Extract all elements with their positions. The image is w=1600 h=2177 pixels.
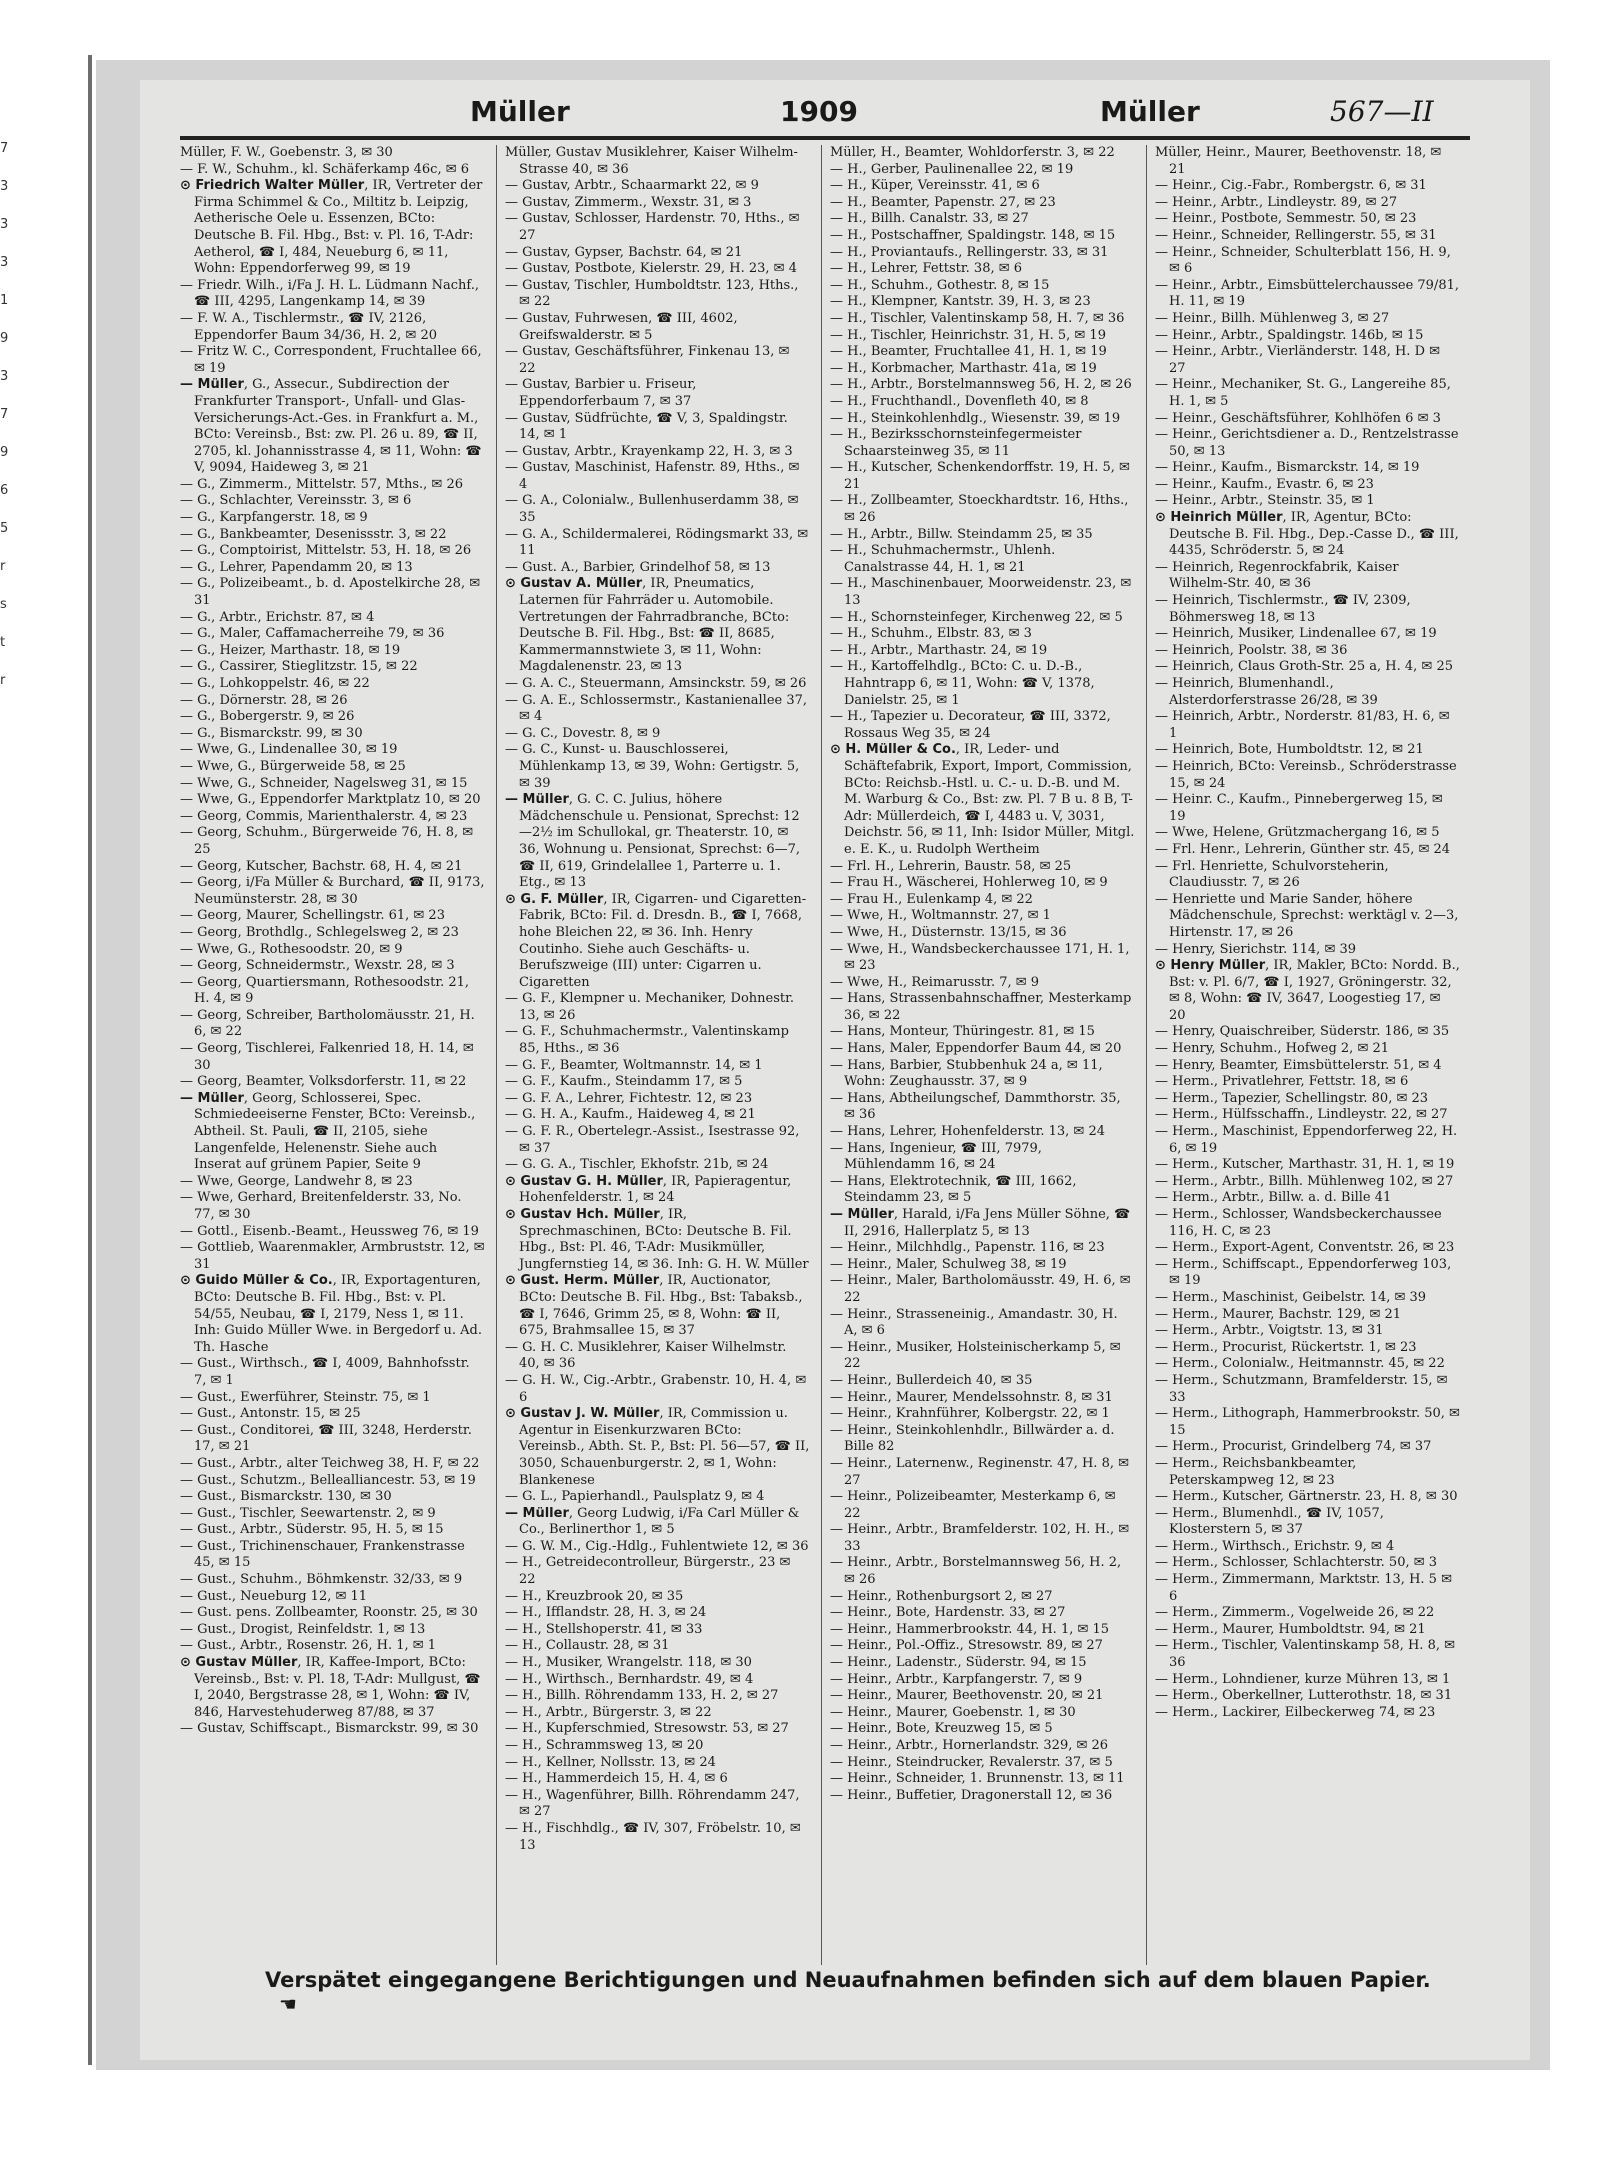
directory-entry: — H., Küper, Vereinsstr. 41, ✉ 6 (830, 178, 1040, 194)
pointing-hand-icon: ☚ (279, 1992, 297, 2016)
directory-entry: — Heinr., Schneider, Schulterblatt 156, H. 9, ✉ 6 (1155, 244, 1451, 277)
edge-mark: s (0, 597, 7, 612)
directory-entry: — Herm., Lohndiener, kurze Mühren 13, ✉ 1 (1155, 1671, 1451, 1687)
directory-entry: — Herm., Kutscher, Gärtnerstr. 23, H. 8, ✉ 30 (1155, 1489, 1458, 1505)
directory-entry: — G. A. C., Steuermann, Amsinckstr. 59, ✉ 26 (505, 676, 807, 691)
directory-entry: — Hans, Monteur, Thüringestr. 81, ✉ 15 (830, 1024, 1095, 1040)
directory-entry: — Georg, Quartiersmann, Rothesoodstr. 21, H. 4, ✉ 9 (180, 974, 470, 1007)
directory-entry: — H., Klempner, Kantstr. 39, H. 3, ✉ 23 (830, 294, 1091, 310)
directory-entry: — Herm., Maurer, Bachstr. 129, ✉ 21 (1155, 1306, 1402, 1322)
directory-entry: — Heinr., Buffetier, Dragonerstall 12, ✉ 36 (830, 1787, 1113, 1803)
directory-entry: — Heinrich, Musiker, Lindenallee 67, ✉ 19 (1155, 626, 1437, 642)
directory-entry: — G., Polizeibeamt., b. d. Apostelkirche 28, ✉ 31 (180, 576, 481, 609)
directory-entry: — Heinr., Krahnführer, Kolbergstr. 22, ✉ 1 (830, 1406, 1110, 1422)
directory-entry: — G. A. E., Schlossermstr., Kastanienallee 37, ✉ 4 (505, 692, 808, 725)
directory-entry: — Wwe, H., Woltmannstr. 27, ✉ 1 (830, 908, 1051, 924)
directory-entry: — H., Collaustr. 28, ✉ 31 (505, 1638, 670, 1654)
directory-entry: — Heinrich, Blumenhandl., Alsterdorferstrasse 26/28, ✉ 39 (1155, 676, 1378, 708)
directory-entry: — Herm., Hülfsschaffn., Lindleystr. 22, ✉ 27 (1155, 1107, 1448, 1123)
directory-entry: — Gust., Antonstr. 15, ✉ 25 (180, 1406, 361, 1422)
directory-entry: — Gustav, Zimmerm., Wexstr. 31, ✉ 3 (505, 194, 752, 210)
directory-entry: — H., Fischhdlg., ☎ IV, 307, Fröbelstr. 10, ✉ 13 (505, 1820, 801, 1853)
directory-entry: — Wwe, H., Düsternstr. 13/15, ✉ 36 (830, 924, 1067, 940)
directory-entry: — H., Arbtr., Bürgerstr. 3, ✉ 22 (505, 1704, 712, 1720)
directory-entry: — Herm., Tischler, Valentinskamp 58, H. 8, ✉ 36 (1155, 1638, 1455, 1671)
directory-entry: — Gust., Bismarckstr. 130, ✉ 30 (180, 1489, 392, 1505)
directory-entry: — Herm., Maschinist, Geibelstr. 14, ✉ 39 (1155, 1289, 1427, 1305)
directory-entry: — Hans, Barbier, Stubbenhuk 24 a, ✉ 11, Wohn: Zeughausstr. 37, ✉ 9 (830, 1057, 1103, 1090)
directory-entry: — Frau H., Wäscherei, Hohlerweg 10, ✉ 9 (830, 875, 1108, 891)
directory-entry: — Heinrich, Arbtr., Norderstr. 81/83, H. 6, ✉ 1 (1155, 709, 1450, 741)
directory-entry: — Heinr., Kaufm., Bismarckstr. 14, ✉ 19 (1155, 460, 1420, 476)
directory-entry: — H., Kellner, Nollsstr. 13, ✉ 24 (505, 1754, 716, 1770)
directory-entry: ⊙ Gustav G. H. Müller, IR, Papieragentur, Hohenfelderstr. 1, ✉ 24 (505, 1173, 792, 1206)
directory-entry: ⊙ Gustav A. Müller, IR, Pneumatics, Laternen für Fahrräder u. Automobile. Vertretungen der Fahrradbranche, BCto: Deutsche B. Fil. Hbg., Bst: ☎ II, 8685, Kammermannstwiete 3, ✉ 11, Wohn: Magdalenenstr. 23, ✉ 13 (505, 576, 790, 675)
directory-entry: — Herm., Tapezier, Schellingstr. 80, ✉ 23 (1155, 1090, 1429, 1106)
directory-entry: — Wwe, G., Lindenallee 30, ✉ 19 (180, 742, 398, 758)
directory-entry: — Georg, Maurer, Schellingstr. 61, ✉ 23 (180, 908, 445, 924)
book-spine (88, 55, 92, 2065)
directory-entry: — Hans, Lehrer, Hohenfelderstr. 13, ✉ 24 (830, 1124, 1105, 1140)
directory-entry: ⊙ Gustav J. W. Müller, IR, Commission u. Agentur in Eisenkurzwaren BCto: Vereinsb., Abth. St. P., Bst: Pl. 56—57, ☎ II, 3050, Schauenburgerstr. 2, ✉ 1, Wohn: Blankenese (505, 1406, 810, 1488)
directory-entry: — Gust. A., Barbier, Grindelhof 58, ✉ 13 (505, 559, 771, 575)
directory-entry: — Heinr., Steindrucker, Revalerstr. 37, ✉ 5 (830, 1754, 1113, 1770)
directory-entry: — H., Beamter, Fruchtallee 41, H. 1, ✉ 19 (830, 344, 1107, 360)
directory-entry: — H., Lehrer, Fettstr. 38, ✉ 6 (830, 261, 1023, 277)
directory-entry: — Herm., Wirthsch., Erichstr. 9, ✉ 4 (1155, 1538, 1395, 1554)
directory-entry: — Herm., Maschinist, Eppendorferweg 22, H. 6, ✉ 19 (1155, 1124, 1458, 1156)
directory-entry: — Georg, Schreiber, Bartholomäusstr. 21, H. 6, ✉ 22 (180, 1007, 475, 1040)
footer-notice-text: Verspätet eingegangene Berichtigungen und Neuaufnahmen befinden sich auf dem blauen Papier. (265, 1968, 1431, 1992)
directory-entry: — Georg, Tischlerei, Falkenried 18, H. 14, ✉ 30 (180, 1041, 474, 1073)
directory-entry: — H., Steinkohlenhdlg., Wiesenstr. 39, ✉ 19 (830, 410, 1121, 426)
directory-entry: — Georg, Schuhm., Bürgerweide 76, H. 8, ✉ 25 (180, 825, 474, 857)
directory-entry: — Gottl., Eisenb.-Beamt., Heussweg 76, ✉ 19 (180, 1223, 479, 1239)
directory-entry: ⊙ Henry Müller, IR, Makler, BCto: Nordd. B., Bst: v. Pl. 6/7, ☎ I, 1927, Gröningerstr. 32, ✉ 8, Wohn: ☎ IV, 3647, Loogestieg 17, ✉ 20 (1155, 958, 1460, 1023)
directory-entry: — Heinr., Rothenburgsort 2, ✉ 27 (830, 1588, 1053, 1604)
edge-mark: r (0, 673, 6, 688)
directory-entry: — Herm., Oberkellner, Lutterothstr. 18, ✉ 31 (1155, 1688, 1453, 1704)
directory-entry: — Georg, Commis, Marienthalerstr. 4, ✉ 23 (180, 808, 468, 824)
directory-entry: — Müller, Georg, Schlosserei, Spec. Schmiedeeiserne Fenster, BCto: Vereinsb., Abtheil. St. Pauli, ☎ II, 2105, siehe Langenfelde, Helenenstr. Siehe auch Inserat auf grünem Papier, Seite 9 (180, 1090, 476, 1173)
directory-entry: — G., Heizer, Marthastr. 18, ✉ 19 (180, 642, 401, 658)
directory-entry: — G. F., Schuhmachermstr., Valentinskamp 85, Hths., ✉ 36 (505, 1024, 789, 1057)
directory-entry: — Heinr., Schneider, 1. Brunnenstr. 13, ✉ 11 (830, 1771, 1125, 1787)
directory-column-4 (1155, 145, 1460, 1965)
directory-entry: Müller, Gustav Musiklehrer, Kaiser Wilhelm-Strasse 40, ✉ 36 (505, 145, 798, 177)
directory-entry: — Herm., Schutzmann, Bramfelderstr. 15, ✉ 33 (1155, 1372, 1448, 1405)
directory-entry: — Heinr., Milchhdlg., Papenstr. 116, ✉ 23 (830, 1240, 1105, 1256)
directory-entry: — Henriette und Marie Sander, höhere Mädchenschule, Sprechst: werktägl v. 2—3, Hirtenstr. 17, ✉ 26 (1155, 891, 1459, 940)
directory-entry: — Gust., Wirthsch., ☎ I, 4009, Bahnhofsstr. 7, ✉ 1 (180, 1356, 470, 1388)
directory-entry: — G., Bobergerstr. 9, ✉ 26 (180, 709, 355, 725)
directory-entry: — Gust. pens. Zollbeamter, Roonstr. 25, ✉ 30 (180, 1605, 478, 1621)
directory-entry: — Wwe, Gerhard, Breitenfelderstr. 33, No. 77, ✉ 30 (180, 1190, 462, 1222)
directory-entry: — G., Schlachter, Vereinsstr. 3, ✉ 6 (180, 493, 412, 509)
adjacent-page-edge-marks (0, 130, 14, 2030)
edge-mark: 3 (0, 369, 9, 384)
directory-entry: — Herm., Schlosser, Schlachterstr. 50, ✉ 3 (1155, 1555, 1438, 1571)
directory-entry: — H., Wirthsch., Bernhardstr. 49, ✉ 4 (505, 1671, 754, 1687)
directory-entry: — Hans, Elektrotechnik, ☎ III, 1662, Steindamm 23, ✉ 5 (830, 1173, 1077, 1206)
directory-entry: — H., Getreidecontrolleur, Bürgerstr., 23 ✉ 22 (505, 1555, 791, 1588)
directory-entry: — Heinr., Arbtr., Karpfangerstr. 7, ✉ 9 (830, 1671, 1083, 1687)
directory-entry: — Müller, G., Assecur., Subdirection der Frankfurter Transport-, Unfall- und Glas-Versicherungs-Act.-Ges. in Frankfurt a. M., BCto: Vereinsb., Bst: zw. Pl. 26 u. 89, ☎ II, 2705, kl. Johannisstrasse 4, ✉ 11, Wohn: ☎ V, 9094, Haideweg 3, ✉ 21 (180, 377, 482, 476)
directory-entry: ⊙ Gustav Hch. Müller, IR, Sprechmaschinen, BCto: Deutsche B. Fil. Hbg., Bst: Pl. 46, T-Adr: Musikmüller, Jungfernstieg 14, ✉ 36. Inh: G. H. W. Müller (505, 1207, 809, 1272)
directory-entry: — Herm., Arbtr., Billh. Mühlenweg 102, ✉ 27 (1155, 1173, 1454, 1189)
directory-entry: — H., Beamter, Papenstr. 27, ✉ 23 (830, 194, 1056, 210)
directory-entry: — Herm., Colonialw., Heitmannstr. 45, ✉ 22 (1155, 1356, 1445, 1372)
directory-entry: — Gust., Arbtr., Süderstr. 95, H. 5, ✉ 15 (180, 1522, 444, 1538)
directory-entry: — H., Gerber, Paulinenallee 22, ✉ 19 (830, 161, 1074, 177)
directory-entry: — G. F., Kaufm., Steindamm 17, ✉ 5 (505, 1074, 743, 1090)
directory-entry: — Heinr., Bullerdeich 40, ✉ 35 (830, 1372, 1033, 1388)
directory-entry: — Gust., Conditorei, ☎ III, 3248, Herderstr. 17, ✉ 21 (180, 1422, 472, 1455)
directory-entry: — Heinr. C., Kaufm., Pinnebergerweg 15, ✉ 19 (1155, 792, 1443, 824)
directory-entry: — Wwe, Helene, Grützmachergang 16, ✉ 5 (1155, 825, 1440, 841)
directory-entry: — G., Karpfangerstr. 18, ✉ 9 (180, 510, 368, 526)
directory-entry: — H., Tapezier u. Decorateur, ☎ III, 3372, Rossaus Weg 35, ✉ 24 (830, 709, 1111, 741)
directory-entry: — H., Postschaffner, Spaldingstr. 148, ✉ 15 (830, 227, 1116, 243)
directory-entry: — Herm., Maurer, Humboldtstr. 94, ✉ 21 (1155, 1621, 1426, 1637)
directory-entry: — Gustav, Südfrüchte, ☎ V, 3, Spaldingstr. 14, ✉ 1 (505, 410, 788, 443)
directory-entry: — Heinr., Kaufm., Evastr. 6, ✉ 23 (1155, 476, 1374, 492)
directory-entry: — Heinrich, Bote, Humboldtstr. 12, ✉ 21 (1155, 742, 1424, 758)
directory-entry: — H., Schuhm., Elbstr. 83, ✉ 3 (830, 626, 1032, 642)
directory-entry: — Heinrich, Tischlermstr., ☎ IV, 2309, Böhmersweg 18, ✉ 13 (1155, 593, 1411, 625)
directory-entry: — H., Tischler, Heinrichstr. 31, H. 5, ✉ 19 (830, 327, 1106, 343)
edge-mark: 9 (0, 331, 9, 346)
directory-entry: — G., Arbtr., Erichstr. 87, ✉ 4 (180, 609, 375, 625)
directory-entry: — G., Lehrer, Papendamm 20, ✉ 13 (180, 559, 413, 575)
directory-entry: — F. W. A., Tischlermstr., ☎ IV, 2126, Eppendorfer Baum 34/36, H. 2, ✉ 20 (180, 310, 437, 343)
directory-entry: — Hans, Strassenbahnschaffner, Mesterkamp 36, ✉ 22 (830, 991, 1132, 1023)
directory-entry: Müller, H., Beamter, Wohldorferstr. 3, ✉ 22 (830, 145, 1115, 160)
directory-entry: — Henry, Schuhm., Hofweg 2, ✉ 21 (1155, 1041, 1390, 1057)
directory-entry: ⊙ Friedrich Walter Müller, IR, Vertreter der Firma Schimmel & Co., Miltitz b. Leipzig, Aetherische Oele u. Essenzen, BCto: Deutsche B. Fil. Hbg., Bst: v. Pl. 16, T-Adr: Aetherol, ☎ I, 484, Neueburg 6, ✉ 11, Wohn: Eppendorferweg 99, ✉ 19 (180, 178, 483, 277)
directory-entry: — G. C., Kunst- u. Bauschlosserei, Mühlenkamp 13, ✉ 39, Wohn: Gertigstr. 5, ✉ 39 (505, 742, 800, 791)
directory-entry: — Heinr., Billh. Mühlenweg 3, ✉ 27 (1155, 310, 1390, 326)
directory-entry: — G. H. W., Cig.-Arbtr., Grabenstr. 10, H. 4, ✉ 6 (505, 1372, 807, 1405)
directory-entry: — Herm., Blumenhdl., ☎ IV, 1057, Klosterstern 5, ✉ 37 (1155, 1505, 1384, 1538)
edge-mark: 9 (0, 445, 9, 460)
edge-mark: 3 (0, 179, 9, 194)
directory-entry: — Heinr., Arbtr., Bramfelderstr. 102, H. H., ✉ 33 (830, 1522, 1130, 1554)
directory-entry: — Heinr., Maurer, Beethovenstr. 20, ✉ 21 (830, 1688, 1104, 1704)
page-number: 567—II (1330, 95, 1434, 128)
directory-entry: — Heinr., Bote, Hardenstr. 33, ✉ 27 (830, 1605, 1066, 1621)
directory-entry: — Hans, Ingenieur, ☎ III, 7979, Mühlendamm 16, ✉ 24 (830, 1140, 1042, 1173)
directory-entry: — Heinr., Maurer, Goebenstr. 1, ✉ 30 (830, 1704, 1076, 1720)
directory-entry: — Gustav, Tischler, Humboldtstr. 123, Hths., ✉ 22 (505, 277, 799, 310)
directory-entry: — H., Billh. Röhrendamm 133, H. 2, ✉ 27 (505, 1688, 779, 1704)
directory-entry: — Georg, Schneidermstr., Wexstr. 28, ✉ 3 (180, 958, 455, 974)
directory-entry: — H., Bezirksschornsteinfegermeister Schaarsteinweg 35, ✉ 11 (830, 427, 1082, 459)
directory-entry: — G., Bankbeamter, Desenissstr. 3, ✉ 22 (180, 526, 447, 542)
directory-entry: — Heinr., Laternenw., Reginenstr. 47, H. 8, ✉ 27 (830, 1455, 1129, 1488)
directory-entry: — Gustav, Schlosser, Hardenstr. 70, Hths., ✉ 27 (505, 211, 800, 243)
directory-entry: — Gust., Tischler, Seewartenstr. 2, ✉ 9 (180, 1505, 436, 1521)
directory-entry: — Gust., Trichinenschauer, Frankenstrasse 45, ✉ 15 (180, 1538, 465, 1571)
directory-entry: — Georg, Kutscher, Bachstr. 68, H. 4, ✉ 21 (180, 858, 463, 874)
directory-entry: — Henry, Sierichstr. 114, ✉ 39 (1155, 941, 1357, 957)
edge-mark: 1 (0, 293, 9, 308)
edge-mark: 7 (0, 407, 9, 422)
directory-entry: — G. A., Schildermalerei, Rödingsmarkt 33, ✉ 11 (505, 526, 809, 559)
footer-notice (265, 1968, 1465, 2016)
directory-entry: — Müller, Georg Ludwig, i/Fa Carl Müller & Co., Berlinerthor 1, ✉ 5 (505, 1505, 800, 1538)
header-left-name: Müller (470, 95, 570, 128)
directory-entry: — H., Maschinenbauer, Moorweidenstr. 23, ✉ 13 (830, 576, 1132, 609)
directory-entry: — Heinrich, Regenrockfabrik, Kaiser Wilhelm-Str. 40, ✉ 36 (1155, 559, 1399, 592)
directory-entry: — H., Fruchthandl., Dovenfleth 40, ✉ 8 (830, 393, 1089, 409)
directory-entry: — Gust., Ewerführer, Steinstr. 75, ✉ 1 (180, 1389, 431, 1405)
directory-entry: — Gustav, Geschäftsführer, Finkenau 13, ✉ 22 (505, 344, 790, 376)
directory-entry: — Georg, Brothdlg., Schlegelsweg 2, ✉ 23 (180, 924, 459, 940)
header-rule (180, 136, 1470, 140)
directory-entry: — G., Cassirer, Stieglitzstr. 15, ✉ 22 (180, 659, 418, 675)
directory-entry: — H., Arbtr., Marthastr. 24, ✉ 19 (830, 642, 1048, 658)
directory-entry: — Gust., Arbtr., alter Teichweg 38, H. F, ✉ 22 (180, 1455, 480, 1471)
directory-entry: — Frl. H., Lehrerin, Baustr. 58, ✉ 25 (830, 858, 1072, 874)
directory-entry: — H., Kutscher, Schenkendorffstr. 19, H. 5, ✉ 21 (830, 460, 1130, 492)
column-divider (821, 145, 822, 1965)
column-divider (1146, 145, 1147, 1965)
directory-entry: — Heinr., Postbote, Semmestr. 50, ✉ 23 (1155, 211, 1417, 227)
directory-entry: — Heinr., Arbtr., Vierländerstr. 148, H. D ✉ 27 (1155, 344, 1441, 376)
directory-entry: — Heinr., Arbtr., Hornerlandstr. 329, ✉ 26 (830, 1738, 1109, 1753)
directory-entry: — Gustav, Gypser, Bachstr. 64, ✉ 21 (505, 244, 743, 260)
directory-entry: — Herm., Zimmermann, Marktstr. 13, H. 5 ✉ 6 (1155, 1572, 1452, 1604)
directory-entry: — Fritz W. C., Correspondent, Fruchtallee 66, ✉ 19 (180, 344, 482, 376)
directory-entry: — Herm., Arbtr., Billw. a. d. Bille 41 (1155, 1190, 1392, 1206)
directory-entry: — Gustav, Postbote, Kielerstr. 29, H. 23, ✉ 4 (505, 261, 797, 277)
directory-entry: — H., Arbtr., Billw. Steindamm 25, ✉ 35 (830, 526, 1093, 542)
edge-mark: r (0, 559, 6, 574)
directory-entry: — G. F., Klempner u. Mechaniker, Dohnestr. 13, ✉ 26 (505, 991, 795, 1023)
directory-entry: — H., Billh. Canalstr. 33, ✉ 27 (830, 211, 1029, 227)
directory-entry: — Gustav, Arbtr., Schaarmarkt 22, ✉ 9 (505, 178, 759, 194)
directory-entry: — H., Schornsteinfeger, Kirchenweg 22, ✉ 5 (830, 609, 1123, 625)
directory-entry: — Heinr., Steinkohlenhdlr., Billwärder a. d. Bille 82 (830, 1422, 1115, 1455)
directory-entry: — Heinr., Arbtr., Eimsbüttelerchaussee 79/81, H. 11, ✉ 19 (1155, 277, 1459, 310)
directory-entry: ⊙ Heinrich Müller, IR, Agentur, BCto: Deutsche B. Fil. Hbg., Dep.-Casse D., ☎ III, 4435, Schröderstr. 5, ✉ 24 (1155, 510, 1459, 559)
directory-entry: Müller, F. W., Goebenstr. 3, ✉ 30 (180, 145, 393, 160)
directory-entry: — Herm., Privatlehrer, Fettstr. 18, ✉ 6 (1155, 1074, 1409, 1090)
directory-entry: — G. H. A., Kaufm., Haideweg 4, ✉ 21 (505, 1107, 756, 1123)
edge-mark: 7 (0, 141, 9, 156)
directory-entry: ⊙ H. Müller & Co., IR, Leder- und Schäftefabrik, Export, Import, Commission, BCto: Reichsb.-Hstl. u. C.- u. D.-B. und M. M. Warburg & Co., Bst: zw. Pl. 7 B u. 8 B, T-Adr: Müllerdeich, ☎ I, 4483 u. V, 3031, Deichstr. 56, ✉ 11, Inh: Isidor Müller, Mitgl. e. E. K., u. Rudolph Wertheim (830, 742, 1135, 857)
directory-entry: — Wwe, G., Schneider, Nagelsweg 31, ✉ 15 (180, 775, 468, 791)
directory-entry: — H., Arbtr., Borstelmannsweg 56, H. 2, ✉ 26 (830, 377, 1132, 393)
directory-entry: — Wwe, H., Wandsbeckerchaussee 171, H. 1, ✉ 23 (830, 941, 1130, 974)
directory-entry: — Henry, Quaischreiber, Süderstr. 186, ✉ 35 (1155, 1024, 1450, 1040)
directory-entry: — Heinrich, Poolstr. 38, ✉ 36 (1155, 642, 1348, 658)
directory-entry: — Herm., Procurist, Rückertstr. 1, ✉ 23 (1155, 1339, 1417, 1355)
directory-entry: — Heinr., Ladenstr., Süderstr. 94, ✉ 15 (830, 1655, 1087, 1671)
directory-entry: — G. L., Papierhandl., Paulsplatz 9, ✉ 4 (505, 1489, 765, 1505)
directory-column-1 (180, 145, 485, 1965)
directory-entry: — Heinrich, BCto: Vereinsb., Schröderstrasse 15, ✉ 24 (1155, 758, 1457, 791)
directory-entry: — Heinr., Arbtr., Steinstr. 35, ✉ 1 (1155, 493, 1375, 509)
directory-entry: — Gustav, Schiffscapt., Bismarckstr. 99, ✉ 30 (180, 1721, 479, 1737)
edge-mark: 5 (0, 521, 9, 536)
directory-entry: — G. F. R., Obertelegr.-Assist., Isestrasse 92, ✉ 37 (505, 1124, 800, 1156)
directory-entry: — Müller, G. C. C. Julius, höhere Mädchenschule u. Pensionat, Sprechst: 12—2½ im Schullokal, gr. Theaterstr. 10, ✉ 36, Wohnung u. Pensionat, Sprechst: 6—7, ☎ II, 619, Grindelallee 1, Parterre u. 1. Etg., ✉ 13 (505, 792, 801, 891)
directory-entry: — Henry, Beamter, Eimsbüttelerstr. 51, ✉ 4 (1155, 1057, 1442, 1073)
directory-entry: — G. G. A., Tischler, Ekhofstr. 21b, ✉ 24 (505, 1157, 769, 1173)
edge-mark: 6 (0, 483, 9, 498)
directory-entry: — Heinr., Arbtr., Spaldingstr. 146b, ✉ 15 (1155, 327, 1424, 343)
directory-entry: — Müller, Harald, i/Fa Jens Müller Söhne, ☎ II, 2916, Hallerplatz 5, ✉ 13 (830, 1207, 1131, 1239)
directory-entry: — G., Dörnerstr. 28, ✉ 26 (180, 692, 348, 708)
directory-entry: — G., Zimmerm., Mittelstr. 57, Mths., ✉ 26 (180, 476, 463, 492)
directory-entry: — Herm., Schiffscapt., Eppendorferweg 103, ✉ 19 (1155, 1256, 1452, 1289)
edge-mark: 3 (0, 255, 9, 270)
directory-entry: — H., Hammerdeich 15, H. 4, ✉ 6 (505, 1771, 728, 1787)
directory-entry: — Gust., Arbtr., Rosenstr. 26, H. 1, ✉ 1 (180, 1638, 437, 1654)
directory-entry: — G., Bismarckstr. 99, ✉ 30 (180, 725, 363, 741)
directory-entry: — Heinr., Maler, Schulweg 38, ✉ 19 (830, 1256, 1067, 1272)
directory-entry: — Heinr., Schneider, Rellingerstr. 55, ✉ 31 (1155, 227, 1437, 243)
directory-entry: — G. F., Beamter, Woltmannstr. 14, ✉ 1 (505, 1057, 763, 1073)
directory-entry: — Heinr., Musiker, Holsteinischerkamp 5, ✉ 22 (830, 1339, 1121, 1372)
directory-entry: — H., Kreuzbrook 20, ✉ 35 (505, 1588, 684, 1604)
directory-entry: — G., Maler, Caffamacherreihe 79, ✉ 36 (180, 626, 445, 642)
directory-entry: — Heinr., Polizeibeamter, Mesterkamp 6, ✉ 22 (830, 1489, 1116, 1521)
directory-entry: ⊙ Guido Müller & Co., IR, Exportagenturen, BCto: Deutsche B. Fil. Hbg., Bst: v. Pl. 54/55, Neubau, ☎ I, 2179, Ness 1, ✉ 11. Inh: Guido Müller Wwe. in Bergedorf u. Ad. Th. Hasche (180, 1273, 482, 1355)
directory-entry: — H., Ifflandstr. 28, H. 3, ✉ 24 (505, 1605, 707, 1621)
directory-entry: — Hans, Maler, Eppendorfer Baum 44, ✉ 20 (830, 1041, 1122, 1057)
directory-entry: — Frl. Henr., Lehrerin, Günther str. 45, ✉ 24 (1155, 841, 1451, 857)
directory-entry: — Heinr., Maler, Bartholomäusstr. 49, H. 6, ✉ 22 (830, 1273, 1131, 1305)
directory-entry: — Heinr., Gerichtsdiener a. D., Rentzelstrasse 50, ✉ 13 (1155, 427, 1459, 459)
directory-entry: — Wwe, G., Rothesoodstr. 20, ✉ 9 (180, 941, 403, 957)
directory-entry: — H., Schrammsweg 13, ✉ 20 (505, 1738, 704, 1753)
directory-entry: — Heinr., Hammerbrookstr. 44, H. 1, ✉ 15 (830, 1621, 1110, 1637)
directory-entry: — Gustav, Barbier u. Friseur, Eppendorferbaum 7, ✉ 37 (505, 377, 697, 409)
directory-entry: — Gust., Schuhm., Böhmkenstr. 32/33, ✉ 9 (180, 1572, 463, 1588)
directory-entry: — G. W. M., Cig.-Hdlg., Fuhlentwiete 12, ✉ 36 (505, 1538, 809, 1554)
directory-entry: — H., Proviantaufs., Rellingerstr. 33, ✉ 31 (830, 244, 1109, 260)
directory-entry: — Gust., Drogist, Reinfeldstr. 1, ✉ 13 (180, 1621, 426, 1637)
directory-entry: — Heinr., Maurer, Mendelssohnstr. 8, ✉ 31 (830, 1389, 1113, 1405)
directory-entry: — G. F. A., Lehrer, Fichtestr. 12, ✉ 23 (505, 1090, 753, 1106)
directory-entry: — H., Musiker, Wrangelstr. 118, ✉ 30 (505, 1655, 752, 1671)
directory-entry: — Herm., Lithograph, Hammerbrookstr. 50, ✉ 15 (1155, 1406, 1460, 1438)
directory-entry: — F. W., Schuhm., kl. Schäferkamp 46c, ✉ 6 (180, 161, 470, 177)
directory-entry: — Heinr., Geschäftsführer, Kohlhöfen 6 ✉ 3 (1155, 410, 1441, 426)
directory-entry: — Gust., Neueburg 12, ✉ 11 (180, 1588, 368, 1604)
directory-entry: — Gottlieb, Waarenmakler, Armbruststr. 12, ✉ 31 (180, 1240, 485, 1272)
directory-entry: — Herm., Arbtr., Voigtstr. 13, ✉ 31 (1155, 1323, 1384, 1339)
directory-entry: — H., Schuhm., Gothestr. 8, ✉ 15 (830, 277, 1050, 293)
directory-entry: — Wwe, H., Reimarusstr. 7, ✉ 9 (830, 974, 1040, 990)
directory-entry: — H., Tischler, Valentinskamp 58, H. 7, ✉ 36 (830, 310, 1125, 326)
directory-column-2 (505, 145, 810, 1965)
edge-mark: 3 (0, 217, 9, 232)
directory-entry: — G. A., Colonialw., Bullenhuserdamm 38, ✉ 35 (505, 493, 799, 526)
directory-entry: — H., Schuhmachermstr., Uhlenh. Canalstrasse 44, H. 1, ✉ 21 (830, 543, 1056, 575)
directory-entry: — H., Korbmacher, Marthastr. 41a, ✉ 19 (830, 360, 1097, 376)
page-header (180, 95, 1470, 135)
directory-columns (180, 145, 1470, 1965)
directory-entry: — Heinr., Arbtr., Lindleystr. 89, ✉ 27 (1155, 194, 1398, 210)
directory-entry: — Wwe, G., Eppendorfer Marktplatz 10, ✉ 20 (180, 792, 481, 808)
directory-entry: — Heinr., Mechaniker, St. G., Langereihe 85, H. 1, ✉ 5 (1155, 377, 1451, 409)
directory-entry: — Heinrich, Claus Groth-Str. 25 a, H. 4, ✉ 25 (1155, 659, 1454, 675)
directory-entry: — G. H. C. Musiklehrer, Kaiser Wilhelmstr. 40, ✉ 36 (505, 1339, 787, 1372)
directory-entry: — Georg, Beamter, Volksdorferstr. 11, ✉ 22 (180, 1074, 467, 1090)
column-divider (496, 145, 497, 1965)
directory-entry: — G., Comptoirist, Mittelstr. 53, H. 18, ✉ 26 (180, 543, 472, 559)
directory-entry: — G. C., Dovestr. 8, ✉ 9 (505, 725, 661, 741)
directory-entry: — Herm., Export-Agent, Conventstr. 26, ✉ 23 (1155, 1240, 1455, 1256)
directory-entry: — Heinr., Strasseneinig., Amandastr. 30, H. A, ✉ 6 (830, 1306, 1118, 1339)
directory-entry: — H., Kupferschmied, Stresowstr. 53, ✉ 27 (505, 1721, 789, 1737)
directory-entry: — Heinr., Pol.-Offiz., Stresowstr. 89, ✉ 27 (830, 1638, 1103, 1654)
directory-entry: ⊙ G. F. Müller, IR, Cigarren- und Cigaretten-Fabrik, BCto: Fil. d. Dresdn. B., ☎ I, 7668, hohe Bleichen 22, ✉ 36. Inh. Henry Coutinho. Siehe auch Geschäfts- u. Berufszweige (III) unter: Cigarren u. Cigaretten (505, 891, 807, 990)
header-year: 1909 (780, 95, 858, 128)
directory-entry: — H., Wagenführer, Billh. Röhrendamm 247, ✉ 27 (505, 1787, 800, 1820)
directory-entry: — Herm., Procurist, Grindelberg 74, ✉ 37 (1155, 1439, 1432, 1455)
directory-entry: — Wwe, G., Bürgerweide 58, ✉ 25 (180, 758, 406, 774)
directory-entry: — Heinr., Arbtr., Borstelmannsweg 56, H. 2, ✉ 26 (830, 1555, 1122, 1588)
directory-entry: — Friedr. Wilh., i/Fa J. H. L. Lüdmann Nachf., ☎ III, 4295, Langenkamp 14, ✉ 39 (180, 277, 480, 310)
directory-entry: — H., Kartoffelhdlg., BCto: C. u. D.-B., Hahntrapp 6, ✉ 11, Wohn: ☎ V, 1378, Danielstr. 25, ✉ 1 (830, 659, 1095, 708)
directory-entry: — Wwe, George, Landwehr 8, ✉ 23 (180, 1173, 413, 1189)
directory-entry: — Herm., Zimmerm., Vogelweide 26, ✉ 22 (1155, 1605, 1435, 1621)
directory-entry: — Gustav, Fuhrwesen, ☎ III, 4602, Greifswalderstr. ✉ 5 (505, 310, 738, 343)
directory-entry: — H., Zollbeamter, Stoeckhardtstr. 16, Hths., ✉ 26 (830, 493, 1129, 526)
header-right-name: Müller (1100, 95, 1200, 128)
directory-entry: — Gust., Schutzm., Bellealliancestr. 53, ✉ 19 (180, 1472, 476, 1488)
directory-entry: — G., Lohkoppelstr. 46, ✉ 22 (180, 676, 370, 691)
directory-entry: ⊙ Gust. Herm. Müller, IR, Auctionator, BCto: Deutsche B. Fil. Hbg., Bst: Tabaksb., ☎ I, 7646, Grimm 25, ✉ 8, Wohn: ☎ II, 675, Brahmsallee 15, ✉ 37 (505, 1273, 803, 1339)
directory-entry: — Herm., Lackirer, Eilbeckerweg 74, ✉ 23 (1155, 1704, 1436, 1720)
directory-entry: ⊙ Gustav Müller, IR, Kaffee-Import, BCto: Vereinsb., Bst: v. Pl. 18, T-Adr: Mullgust, ☎ I, 2040, Bergstrasse 28, ✉ 1, Wohn: ☎ IV, 846, Harvestehuderweg 87/88, ✉ 37 (180, 1655, 481, 1720)
directory-entry: — Frau H., Eulenkamp 4, ✉ 22 (830, 891, 1033, 907)
directory-entry: — H., Stellshoperstr. 41, ✉ 33 (505, 1621, 703, 1637)
directory-column-3 (830, 145, 1135, 1965)
directory-entry: — Frl. Henriette, Schulvorsteherin, Claudiusstr. 7, ✉ 26 (1155, 858, 1389, 891)
directory-entry: — Herm., Reichsbankbeamter, Peterskampweg 12, ✉ 23 (1155, 1455, 1357, 1488)
directory-entry: — Herm., Kutscher, Marthastr. 31, H. 1, ✉ 19 (1155, 1157, 1455, 1173)
directory-entry: — Heinr., Cig.-Fabr., Rombergstr. 6, ✉ 31 (1155, 178, 1427, 194)
directory-entry: — Herm., Schlosser, Wandsbeckerchaussee 116, H. C, ✉ 23 (1155, 1207, 1442, 1239)
edge-mark: t (0, 635, 6, 650)
directory-entry: — Georg, i/Fa Müller & Burchard, ☎ II, 9173, Neumünsterstr. 28, ✉ 30 (180, 875, 485, 907)
directory-entry: — Gustav, Arbtr., Krayenkamp 22, H. 3, ✉ 3 (505, 443, 793, 459)
directory-entry: — Hans, Abtheilungschef, Dammthorstr. 35, ✉ 36 (830, 1090, 1121, 1123)
directory-entry: Müller, Heinr., Maurer, Beethovenstr. 18, ✉ 21 (1155, 145, 1442, 177)
directory-entry: — Gustav, Maschinist, Hafenstr. 89, Hths., ✉ 4 (505, 460, 800, 492)
directory-entry: — Heinr., Bote, Kreuzweg 15, ✉ 5 (830, 1721, 1053, 1737)
